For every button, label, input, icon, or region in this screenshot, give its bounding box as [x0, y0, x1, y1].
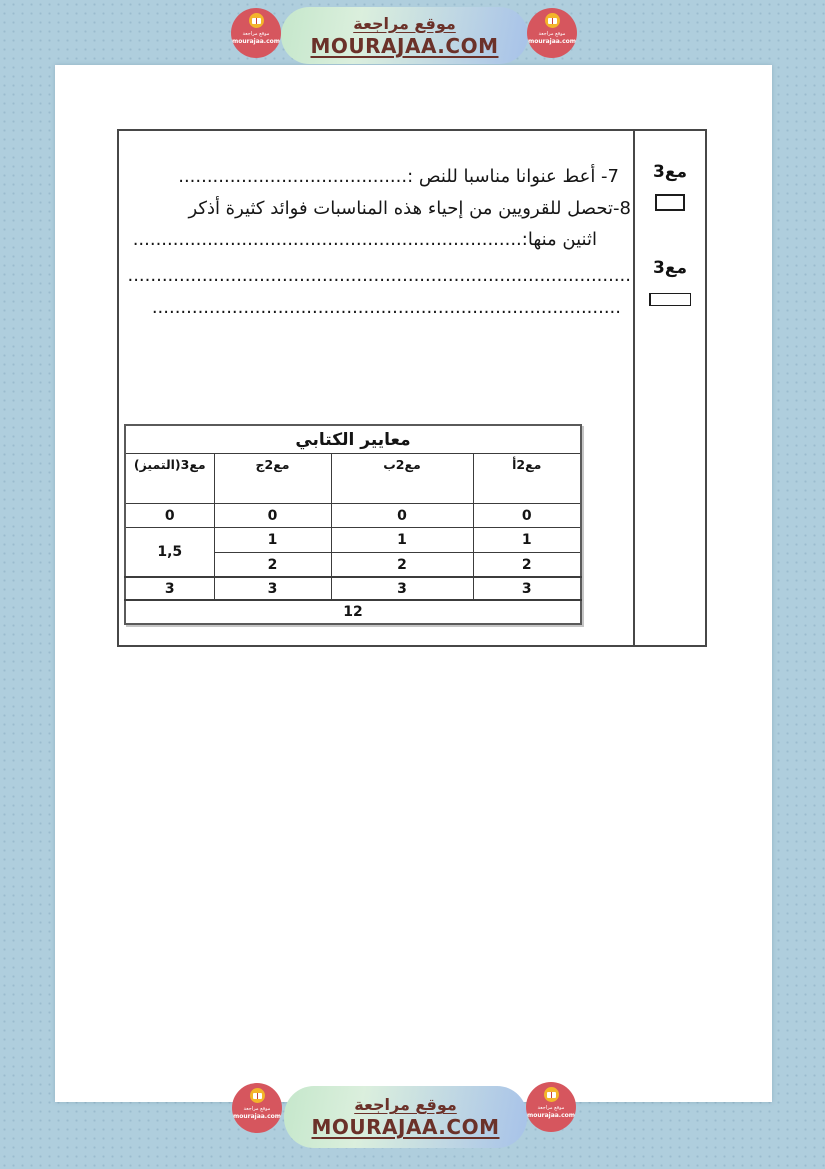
question-8-line2: [119, 225, 633, 255]
site-title-arabic[interactable]: موقع مراجعة: [354, 1095, 457, 1114]
question-7-text: 7- أعط عنوانا مناسبا للنص :: [407, 166, 619, 187]
site-logo-badge: [526, 1082, 576, 1132]
badge-domain-label: mourajaa.com: [231, 38, 281, 45]
rubric-title-row: [125, 425, 581, 454]
rubric-cell-merged: 1,5: [125, 528, 214, 578]
question-8-line2-text: اثنين منها:: [521, 229, 597, 250]
rubric-col-header: مع2أ: [473, 454, 581, 504]
rubric-cell: 1: [331, 528, 473, 553]
table-row: [125, 577, 581, 600]
badge-arabic-label: موقع مراجعة: [537, 1105, 565, 1111]
rubric-cell: 0: [125, 504, 214, 528]
rubric-total: 12: [125, 600, 581, 624]
mark-label-1: مع3: [653, 162, 687, 182]
rubric-header-row: [125, 454, 581, 504]
badge-domain-label: mourajaa.com: [232, 1113, 282, 1120]
site-logo-badge: [231, 8, 281, 58]
score-cell: [671, 294, 691, 305]
rubric-col-header: مع2ج: [214, 454, 331, 504]
rubric-cell: 3: [473, 577, 581, 600]
rubric-total-row: [125, 600, 581, 624]
badge-arabic-label: موقع مراجعة: [242, 31, 270, 37]
badge-arabic-label: موقع مراجعة: [538, 31, 566, 37]
question-7-answer-blank: ........................................: [178, 166, 408, 187]
answer-dotted-line: ........................................................................................: [127, 265, 631, 286]
rubric-cell: 2: [331, 553, 473, 578]
rubric-cell: 3: [125, 577, 214, 600]
rubric-cell: 0: [473, 504, 581, 528]
site-banner-bottom[interactable]: [284, 1086, 527, 1148]
site-logo-badge: [527, 8, 577, 58]
question-8-line1: 8-تحصل للقرويين من إحياء هذه المناسبات فوائد كثيرة أذكر: [188, 198, 631, 219]
book-icon: [544, 1087, 559, 1102]
badge-domain-label: mourajaa.com: [526, 1112, 576, 1119]
rubric-cell: 0: [331, 504, 473, 528]
rubric-cell: 0: [214, 504, 331, 528]
rubric-cell: 1: [473, 528, 581, 553]
rubric-cell: 2: [473, 553, 581, 578]
site-domain-link[interactable]: MOURAJAA.COM: [310, 33, 499, 58]
rubric-title: معايير الكتابي: [125, 425, 581, 454]
rubric-col-header: مع3(التميز): [125, 454, 214, 504]
site-domain-link[interactable]: MOURAJAA.COM: [311, 1115, 500, 1139]
rubric-table: [124, 424, 582, 625]
site-banner-top[interactable]: [281, 7, 528, 64]
site-title-arabic[interactable]: موقع مراجعة: [353, 13, 456, 33]
table-row: [125, 504, 581, 528]
book-icon: [250, 1088, 265, 1103]
score-box-double: [649, 293, 691, 306]
rubric-col-header: مع2ب: [331, 454, 473, 504]
score-cell: [650, 294, 671, 305]
score-box-single: [655, 194, 685, 211]
marks-margin: [633, 131, 705, 645]
answer-dotted-line: ..................................................................................: [151, 297, 621, 318]
question-7: [119, 162, 633, 192]
badge-domain-label: mourajaa.com: [527, 38, 577, 45]
rubric-cell: 3: [331, 577, 473, 600]
mark-label-2: مع3: [653, 258, 687, 278]
book-icon: [249, 13, 264, 28]
book-icon: [545, 13, 560, 28]
rubric-cell: 1: [214, 528, 331, 553]
rubric-cell: 2: [214, 553, 331, 578]
table-row: [125, 528, 581, 553]
question-8-answer-blank: ....................................................................: [132, 229, 522, 250]
site-logo-badge: [232, 1083, 282, 1133]
rubric-cell: 3: [214, 577, 331, 600]
badge-arabic-label: موقع مراجعة: [243, 1106, 271, 1112]
